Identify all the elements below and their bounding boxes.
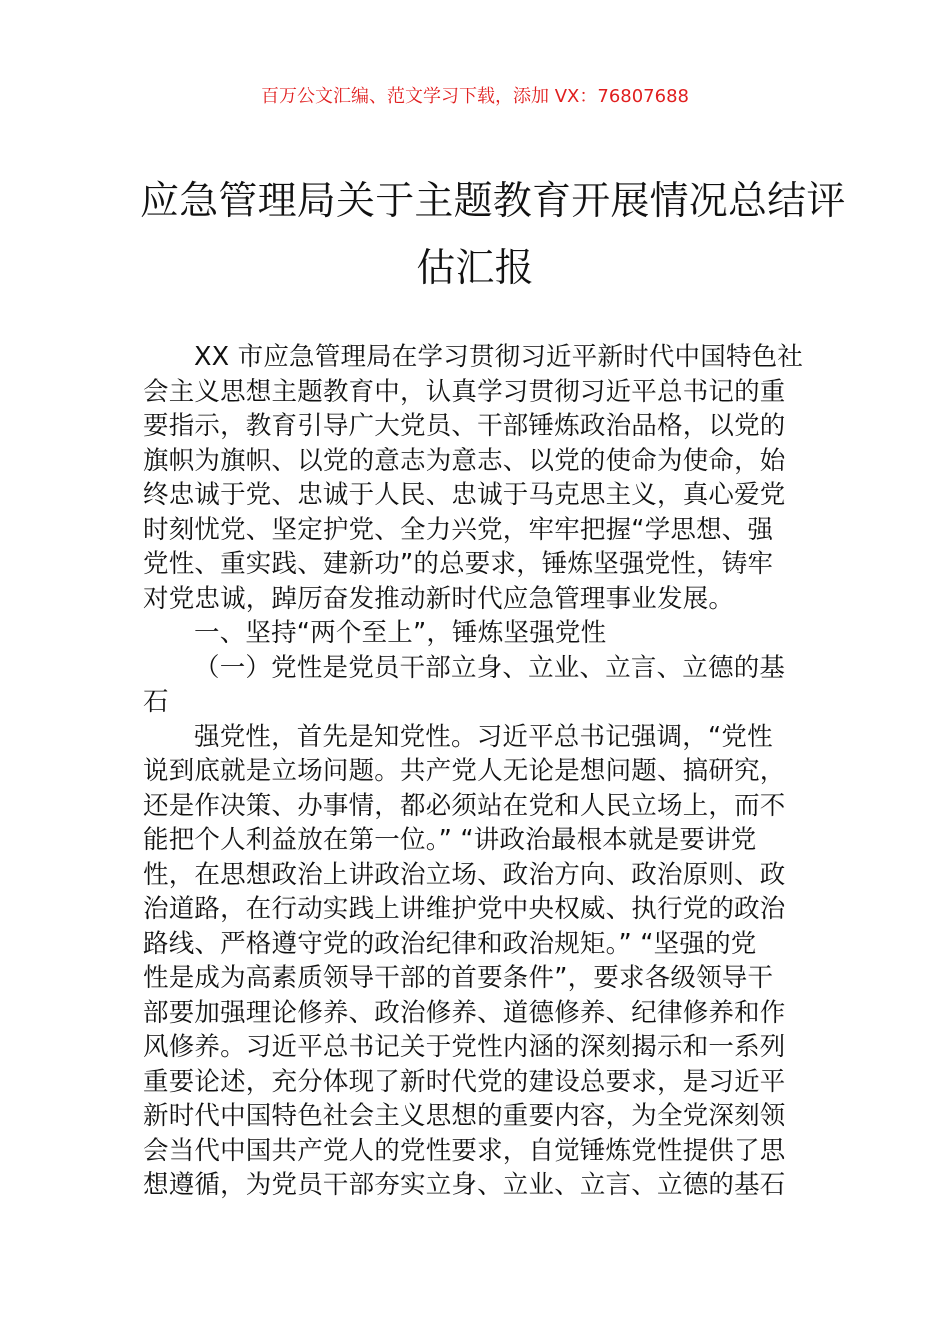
text-line: 终忠诚于党、忠诚于人民、忠诚于马克思主义，真心爱党 xyxy=(143,480,786,510)
text-line: 治道路，在行动实践上讲维护党中央权威、执行党的政治 xyxy=(143,894,786,924)
heading-line: （一）党性是党员干部立身、立业、立言、立德的基 xyxy=(194,652,786,683)
text-line: 新时代中国特色社会主义思想的重要内容，为全党深刻领 xyxy=(143,1101,786,1131)
text-line: 部要加强理论修养、政治修养、道德修养、纪律修养和作 xyxy=(143,997,786,1028)
document-body xyxy=(143,340,807,1203)
text-line: 要指示，教育引导广大党员、干部锤炼政治品格，以党的 xyxy=(143,411,786,441)
text-line: 说到底就是立场问题。共产党人无论是想问题、搞研究， xyxy=(143,756,786,786)
text-line: 想遵循，为党员干部夯实立身、立业、立言、立德的基石 xyxy=(143,1170,786,1200)
intro-paragraph xyxy=(143,340,807,616)
text-line: 还是作决策、办事情，都必须站在党和人民立场上，而不 xyxy=(143,790,786,821)
text-line: 对党忠诚，踔厉奋发推动新时代应急管理事业发展。 xyxy=(143,583,735,614)
title-line-2: 估汇报 xyxy=(416,246,534,291)
text-line: 风修养。习近平总书记关于党性内涵的深刻揭示和一系列 xyxy=(143,1032,786,1062)
body-paragraph xyxy=(143,720,807,1203)
text-line: 性是成为高素质领导干部的首要条件”，要求各级领导干 xyxy=(143,963,774,993)
text-line: 能把个人利益放在第一位。” “讲政治最根本就是要讲党 xyxy=(143,825,757,855)
text-line: 党性、重实践、建新功”的总要求，锤炼坚强党性，铸牢 xyxy=(143,549,774,579)
text-line: 路线、严格遵守党的政治纪律和政治规矩。” “坚强的党 xyxy=(143,928,757,959)
title-line-1: 应急管理局关于主题教育开展情况总结评 xyxy=(140,179,846,224)
promo-banner: 百万公文汇编、范文学习下载，添加 VX：76807688 xyxy=(261,86,689,107)
section-heading-1 xyxy=(143,616,807,651)
text-line: 性，在思想政治上讲政治立场、政治方向、政治原则、政 xyxy=(143,859,786,890)
text-line: 重要论述，充分体现了新时代党的建设总要求，是习近平 xyxy=(143,1066,786,1097)
text-line: 旗帜为旗帜、以党的意志为意志、以党的使命为使命，始 xyxy=(143,445,786,476)
text-line: 时刻忧党、坚定护党、全力兴党，牢牢把握“学思想、强 xyxy=(143,514,774,545)
text-line: XX 市应急管理局在学习贯彻习近平新时代中国特色社 xyxy=(194,342,804,372)
heading-line: 石 xyxy=(143,687,169,717)
text-line: 会当代中国共产党人的党性要求，自觉锤炼党性提供了思 xyxy=(143,1135,786,1166)
subsection-heading-1 xyxy=(143,651,807,720)
document-title xyxy=(140,168,846,302)
text-line: 强党性，首先是知党性。习近平总书记强调，“党性 xyxy=(194,721,773,752)
heading-line: 一、坚持“两个至上”，锤炼坚强党性 xyxy=(194,618,607,648)
text-line: 会主义思想主题教育中，认真学习贯彻习近平总书记的重 xyxy=(143,376,786,407)
